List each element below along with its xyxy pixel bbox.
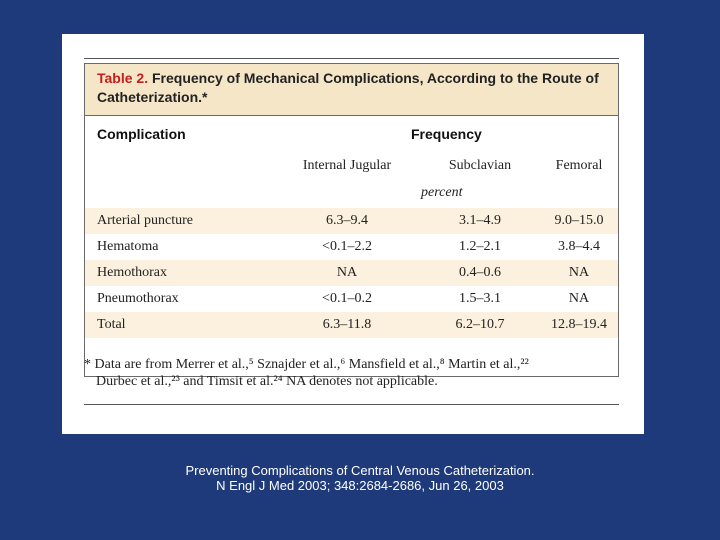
- column-header-femoral: Femoral: [555, 158, 603, 173]
- table-title: [85, 64, 618, 116]
- table-title-label: Table 2.: [97, 70, 149, 86]
- value-femoral: NA: [568, 265, 590, 280]
- table-row: [85, 312, 618, 338]
- table-row: [85, 234, 618, 260]
- value-subclavian: 6.2–10.7: [455, 317, 505, 332]
- value-internal-jugular: <0.1–0.2: [322, 291, 372, 306]
- footnote-line-1: * Data are from Merrer et al.,⁵ Sznajder et al.,⁶ Mansfield et al.,⁸ Martin et al.,²²: [84, 357, 529, 372]
- table-row: [85, 208, 618, 234]
- row-label: Hemothorax: [97, 265, 167, 280]
- value-internal-jugular: 6.3–11.8: [322, 317, 372, 332]
- column-header-internal-jugular: Internal Jugular: [302, 158, 392, 173]
- table-row: [85, 286, 618, 312]
- value-subclavian: 1.5–3.1: [459, 291, 501, 306]
- table-footnote: [84, 356, 624, 390]
- header-frequency: Frequency: [411, 126, 482, 142]
- row-label: Total: [97, 317, 126, 332]
- slide-caption: [0, 463, 720, 493]
- row-label: Hematoma: [97, 239, 159, 254]
- caption-line-2: N Engl J Med 2003; 348:2684-2686, Jun 26, 2003: [216, 478, 504, 493]
- value-subclavian: 1.2–2.1: [459, 239, 501, 254]
- value-femoral: 3.8–4.4: [558, 239, 600, 254]
- value-internal-jugular: <0.1–2.2: [322, 239, 372, 254]
- top-rule: [84, 58, 619, 59]
- value-femoral: 9.0–15.0: [554, 213, 604, 228]
- footnote-line-2: Durbec et al.,²³ and Timsit et al.²⁴ NA denotes not applicable.: [96, 374, 438, 389]
- row-label: Arterial puncture: [97, 213, 194, 228]
- header-complication: Complication: [97, 126, 186, 142]
- value-femoral: NA: [568, 291, 590, 306]
- value-internal-jugular: NA: [336, 265, 358, 280]
- value-femoral: 12.8–19.4: [551, 317, 607, 332]
- slide-card: [62, 34, 644, 434]
- column-header-subclavian: Subclavian: [448, 158, 512, 173]
- row-label: Pneumothorax: [97, 291, 179, 306]
- value-subclavian: 0.4–0.6: [459, 265, 501, 280]
- value-subclavian: 3.1–4.9: [459, 213, 501, 228]
- complications-table: [84, 63, 619, 377]
- table-title-text: Frequency of Mechanical Complications, According to the Route of Catheterization.*: [97, 70, 599, 105]
- table-row: [85, 260, 618, 286]
- unit-label: percent: [421, 185, 463, 200]
- caption-line-1: Preventing Complications of Central Venous Catheterization.: [185, 463, 535, 478]
- value-internal-jugular: 6.3–9.4: [326, 213, 368, 228]
- bottom-rule: [84, 404, 619, 405]
